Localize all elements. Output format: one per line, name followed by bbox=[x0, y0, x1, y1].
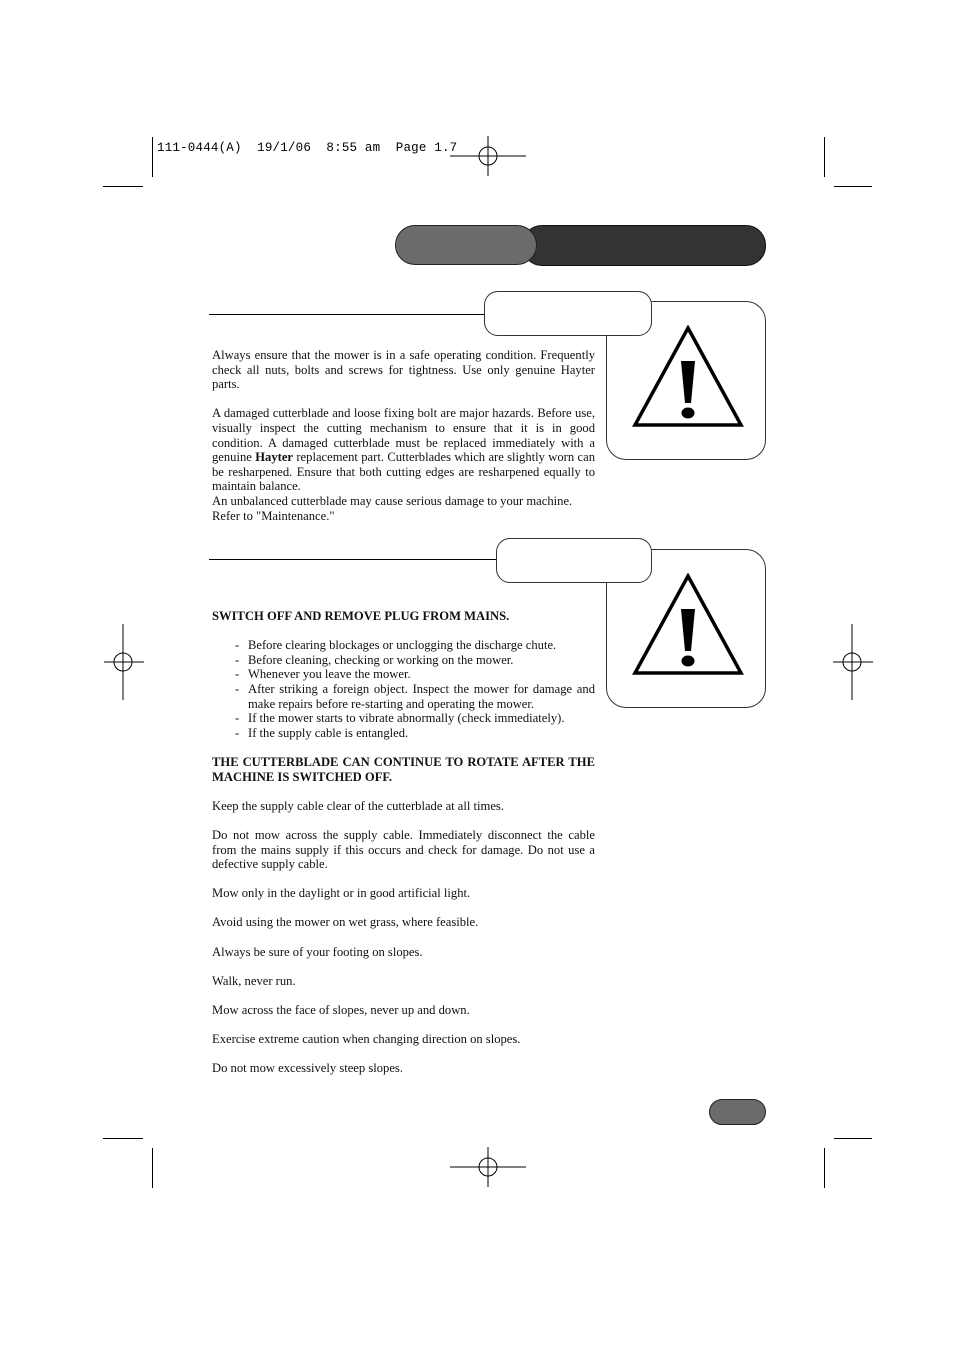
print-slug: 111-0444(A) 19/1/06 8:55 am Page 1.7 bbox=[157, 141, 458, 155]
page-number-pill bbox=[709, 1099, 766, 1125]
registration-mark-icon bbox=[833, 624, 909, 700]
paragraph: Refer to "Maintenance." bbox=[212, 508, 335, 523]
crop-mark bbox=[152, 1148, 153, 1188]
section-heading: SWITCH OFF AND REMOVE PLUG FROM MAINS. bbox=[212, 609, 510, 623]
header-tab-dark bbox=[522, 225, 766, 266]
paragraph: Mow across the face of slopes, never up and down. bbox=[212, 1003, 470, 1018]
paragraph-text: replacement part. Cutterblades which are slightly worn can be resharpened. Ensure that both cutting edges are resharpened equally to maintain balance. bbox=[212, 450, 596, 494]
paragraph: Do not mow across the supply cable. Immediately disconnect the cable from the mains supply if this occurs and check for damage. Do not use a defective supply cable. bbox=[212, 827, 595, 872]
crop-mark bbox=[824, 137, 825, 177]
precaution-list bbox=[212, 638, 595, 740]
paragraph: Walk, never run. bbox=[212, 973, 296, 988]
list-item: - If the supply cable is entangled. bbox=[212, 726, 595, 741]
paragraph: Exercise extreme caution when changing direction on slopes. bbox=[212, 1032, 521, 1047]
crop-mark bbox=[824, 1148, 825, 1188]
paragraph: Mow only in the daylight or in good artificial light. bbox=[212, 886, 471, 901]
warning-text: THE CUTTERBLADE CAN CONTINUE TO ROTATE AFTER THE MACHINE IS SWITCHED OFF. bbox=[212, 754, 595, 784]
section-label-box bbox=[484, 291, 652, 336]
registration-mark-icon bbox=[450, 1129, 526, 1205]
list-item: - Whenever you leave the mower. bbox=[212, 667, 595, 682]
registration-mark-icon bbox=[104, 624, 180, 700]
warning-triangle-icon bbox=[632, 573, 744, 677]
section1-body bbox=[212, 348, 595, 523]
header-tab-light bbox=[395, 225, 537, 265]
section-rule bbox=[209, 559, 497, 560]
crop-mark bbox=[834, 186, 872, 187]
section-rule bbox=[209, 314, 485, 315]
list-item: - After striking a foreign object. Inspect the mower for damage and make repairs before re-starting and operating the mower. bbox=[212, 682, 595, 711]
list-item: - Before cleaning, checking or working on the mower. bbox=[212, 653, 595, 668]
paragraph bbox=[212, 406, 595, 494]
registration-mark-icon bbox=[450, 118, 526, 194]
warning-triangle-icon bbox=[632, 325, 744, 429]
crop-mark bbox=[103, 1138, 143, 1139]
crop-mark bbox=[103, 186, 143, 187]
paragraph-text: A damaged cutterblade and loose fixing bolt are major hazards. Before use, visually inspect the cutting mechanism to ensure that it is in good condition. A damaged cutterblade must be replaced immediately with a genuine bbox=[212, 406, 595, 465]
brand-name: Hayter bbox=[255, 450, 293, 465]
list-item: - If the mower starts to vibrate abnormally (check immediately). bbox=[212, 711, 595, 726]
section-label-box bbox=[496, 538, 652, 583]
section2-body bbox=[212, 609, 595, 1076]
paragraph: Always ensure that the mower is in a safe operating condition. Frequently check all nuts, bolts and screws for tightness. Use only genuine Hayter parts. bbox=[212, 348, 595, 392]
crop-mark bbox=[834, 1138, 872, 1139]
list-item: - Before clearing blockages or unclogging the discharge chute. bbox=[212, 638, 595, 653]
paragraph: An unbalanced cutterblade may cause serious damage to your machine. bbox=[212, 493, 573, 508]
paragraph: Keep the supply cable clear of the cutterblade at all times. bbox=[212, 798, 504, 813]
paragraph: Do not mow excessively steep slopes. bbox=[212, 1061, 403, 1076]
crop-mark bbox=[152, 137, 153, 177]
paragraph: Always be sure of your footing on slopes. bbox=[212, 944, 423, 959]
paragraph: Avoid using the mower on wet grass, where feasible. bbox=[212, 915, 479, 930]
